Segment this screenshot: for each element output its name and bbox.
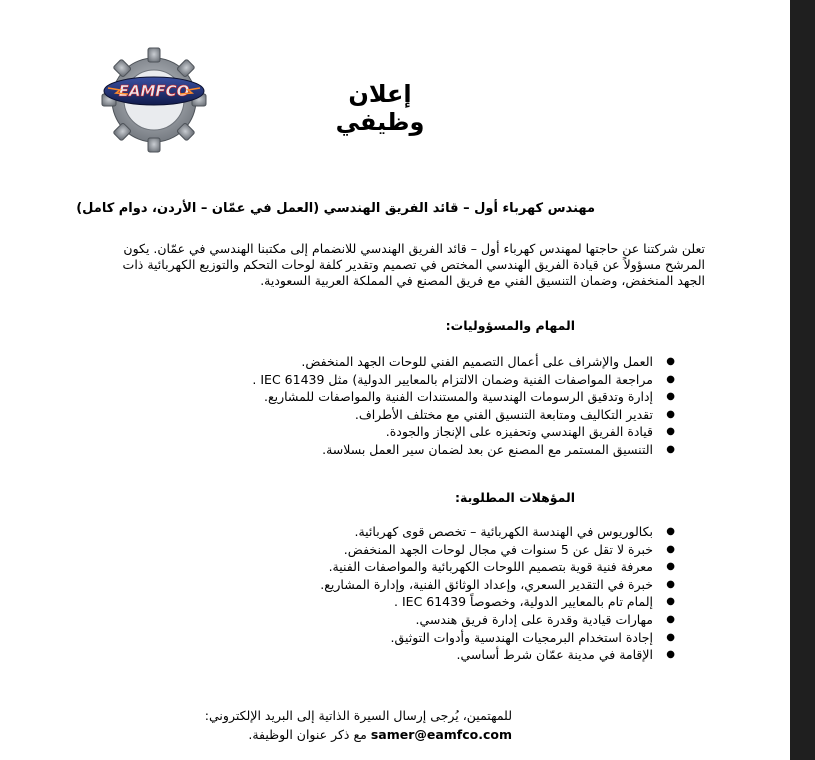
list-item: ● مهارات قيادية وقدرة على إدارة فريق هندسي.: [415, 611, 675, 627]
logo-text: EAMFCO: [118, 82, 190, 100]
qualifications-heading: المؤهلات المطلوبة:: [454, 490, 575, 505]
responsibilities-list: [252, 353, 675, 459]
page-title: إعلان وظيفي: [335, 80, 425, 136]
list-item: ● إلمام تام بالمعايير الدولية، وخصوصاً IEC 61439 .: [394, 594, 675, 610]
company-logo: [98, 44, 210, 156]
list-item: ● إجادة استخدام البرمجيات الهندسية وأدوات التوثيق.: [390, 629, 675, 645]
list-item: ● العمل والإشراف على أعمال التصميم الفني للوحات الجهد المنخفض.: [301, 354, 675, 369]
list-item: ● قيادة الفريق الهندسي وتحفيزه على الإنجاز والجودة.: [385, 424, 675, 440]
list-item: ● خبرة لا تقل عن 5 سنوات في مجال لوحات الجهد المنخفض.: [343, 541, 675, 557]
list-item: ● التنسيق المستمر مع المصنع عن بعد لضمان سير العمل بسلاسة.: [322, 441, 675, 457]
qualifications-list: [320, 523, 675, 664]
closing-line: للمهتمين، يُرجى إرسال السيرة الذاتية إلى البريد الإلكتروني:: [204, 708, 512, 723]
list-item: ● إدارة وتدقيق الرسومات الهندسية والمستندات الفنية والمواصفات للمشاريع.: [263, 389, 675, 405]
responsibilities-heading: المهام والمسؤوليات:: [445, 318, 575, 333]
list-item: ● الإقامة في مدينة عمّان شرط أساسي.: [456, 647, 675, 663]
list-item: ● بكالوريوس في الهندسة الكهربائية – تخصص قوى كهربائية.: [354, 524, 675, 539]
closing-note: [205, 706, 512, 744]
intro-paragraph: تعلن شركتنا عن حاجتها لمهندس كهرباء أول – قائد الفريق الهندسي للانضمام إلى مكتبنا الهندسي في عمّان. يكون المرشح مسؤولاً عن قيادة الفريق الهندسي المختص في تصميم وتقدير كلفة لوحات التحكم والتوزيع الكهربائية ذات الجهد المنخفض، وضمان التنسيق الفني مع فريق المصنع في المملكة العربية السعودية.: [122, 241, 705, 288]
list-item: ● معرفة فنية قوية بتصميم اللوحات الكهربائية والمواصفات الفنية.: [328, 559, 675, 575]
list-item: ● تقدير التكاليف ومتابعة التنسيق الفني مع مختلف الأطراف.: [354, 406, 675, 422]
list-item: ● خبرة في التقدير السعري، وإعداد الوثائق الفنية، وإدارة المشاريع.: [320, 576, 675, 592]
scrollbar-edge: [790, 0, 815, 760]
closing-suffix: مع ذكر عنوان الوظيفة.: [248, 727, 367, 742]
contact-email-link[interactable]: samer@eamfco.com: [370, 727, 512, 742]
job-subtitle: مهندس كهرباء أول – قائد الفريق الهندسي (العمل في عمّان – الأردن، دوام كامل): [76, 201, 595, 216]
list-item: ● مراجعة المواصفات الفنية وضمان الالتزام بالمعايير الدولية) مثل IEC 61439 .: [252, 371, 675, 387]
